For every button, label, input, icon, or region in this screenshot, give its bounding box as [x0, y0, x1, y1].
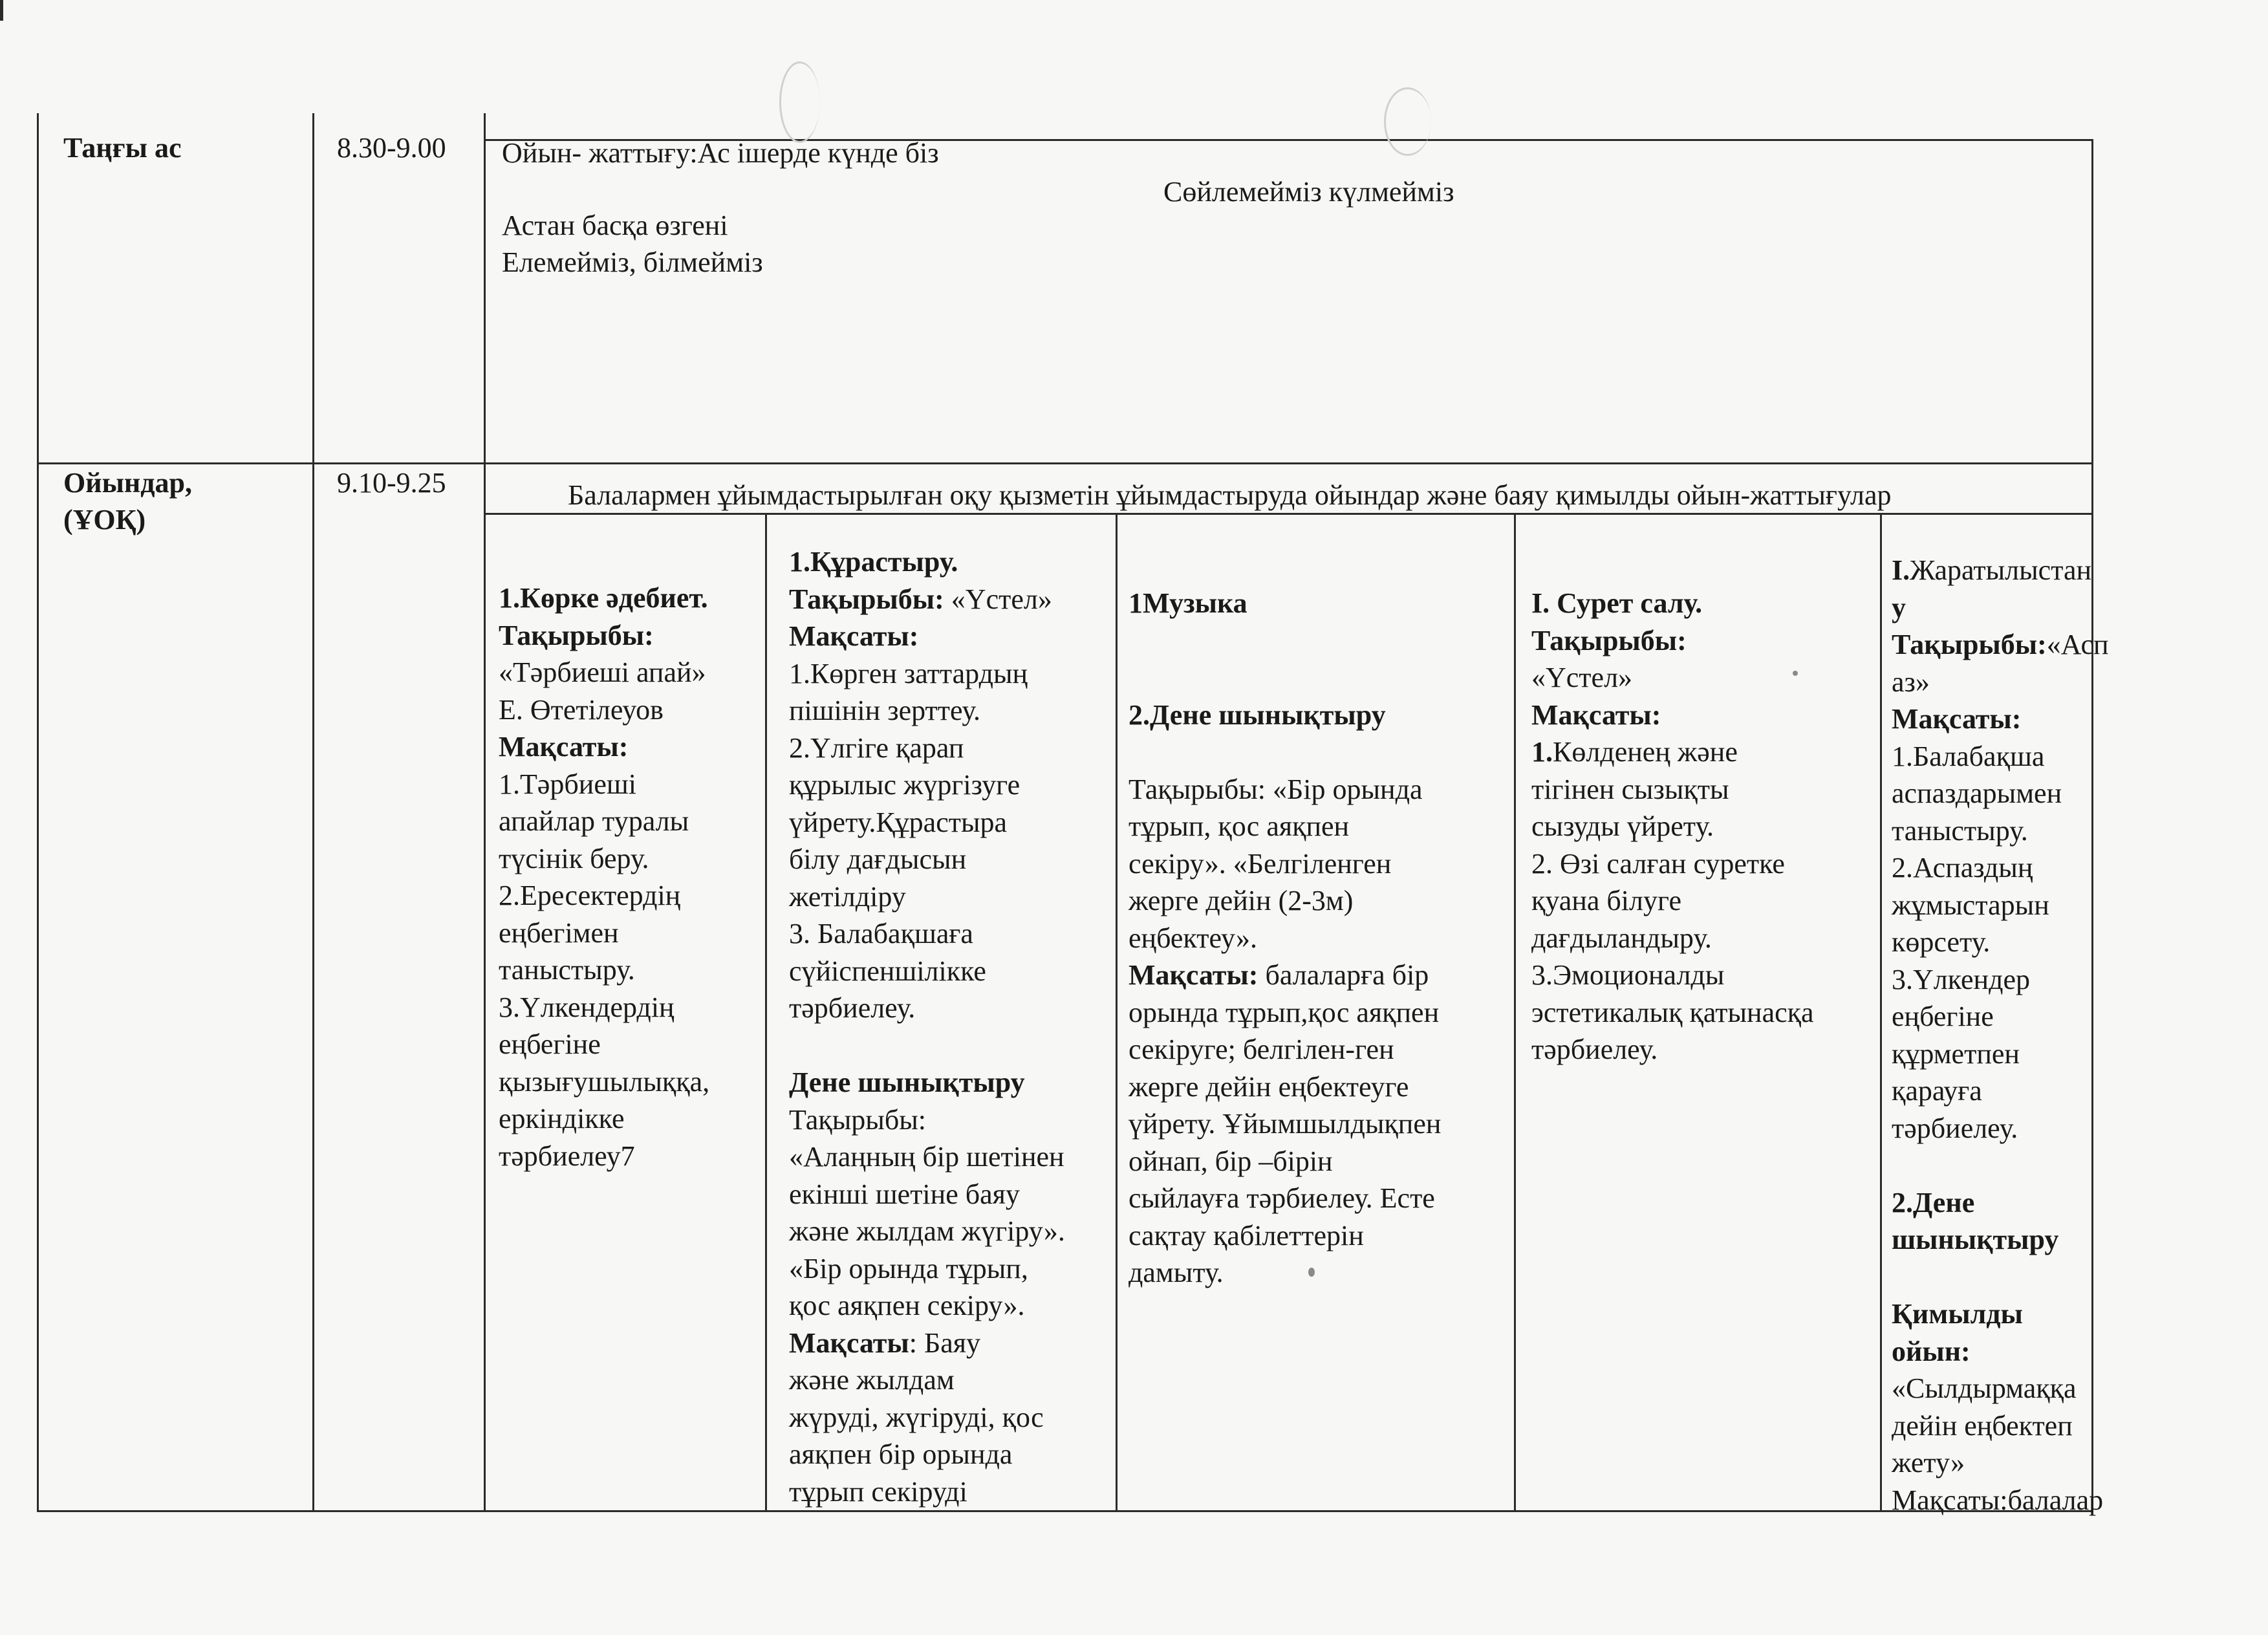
subject-line: тұрып, қос аяқпен	[1129, 810, 1350, 842]
breakfast-time: 8.30-9.00	[337, 132, 446, 164]
subject-line: дағдыландыру.	[1531, 922, 1712, 954]
subject-divider-3	[1514, 513, 1516, 1510]
subject-column-literature	[499, 579, 709, 1175]
subject-line: тәрбиелеу.	[1892, 1112, 2018, 1144]
subject-line: І.Жаратылыстан	[1892, 554, 2092, 586]
subject-line: Тақырыбы: «Бір орында	[1129, 773, 1423, 805]
subject-line: аспаздарымен	[1892, 777, 2062, 809]
subject-line: 2.Дене шынықтыру	[1129, 698, 1386, 731]
subject-line: пішінін зерттеу.	[789, 695, 981, 726]
subject-line: қос аяқпен секіру».	[789, 1290, 1025, 1321]
subject-line: 2.Үлгіге қарап	[789, 731, 964, 764]
subject-line: 2.Дене	[1892, 1186, 1975, 1218]
subject-line: тәрбиелеу.	[1531, 1034, 1658, 1065]
subject-line: жұмыстарын	[1892, 889, 2049, 921]
scan-edge-mark	[0, 0, 3, 21]
subject-line: «Тәрбиеші апай»	[499, 656, 706, 688]
time-column-divider	[312, 113, 314, 1511]
subject-line: еңбектеу».	[1129, 922, 1257, 954]
subject-line: қызығушылыққа,	[499, 1065, 710, 1098]
subject-line: құрметпен	[1892, 1037, 2020, 1070]
subject-line: үйрету. Ұйымшылдықпен	[1129, 1108, 1442, 1140]
subject-line: тұрып секіруді	[789, 1475, 967, 1508]
subject-line: жерге дейін (2-3м)	[1129, 885, 1354, 916]
subject-line: қуана білуге	[1531, 885, 1681, 916]
subject-line: Қимылды	[1892, 1298, 2023, 1330]
games-label-line-1: Ойындар,	[63, 467, 193, 499]
subject-line: шынықтыру	[1892, 1224, 2059, 1255]
subject-line: 1.Құрастыру.	[789, 546, 958, 578]
subject-line: дейін еңбектеп	[1892, 1409, 2073, 1442]
subject-line: аз»	[1892, 666, 1930, 698]
table-left-border	[37, 113, 39, 1511]
breakfast-line-2: Сөйлемейміз күлмейміз	[1163, 176, 1454, 208]
subject-line: 3. Балабақшаға	[789, 918, 973, 949]
subject-line: Тақырыбы: «Үстел»	[789, 583, 1052, 615]
scan-hole-mark-1	[779, 61, 820, 143]
subject-line: жетілдіру	[789, 880, 906, 913]
subject-line: Мақсаты:	[1531, 698, 1661, 731]
subject-line: Мақсаты: балаларға бір	[1129, 959, 1429, 991]
subject-line: және жылдам жүгіру».	[789, 1215, 1065, 1247]
subject-line: тәрбиелеу.	[789, 992, 916, 1024]
subject-line: жету»	[1892, 1447, 1965, 1478]
content-column-left-border	[484, 113, 486, 1511]
subject-line: үйрету.Құрастыра	[789, 806, 1008, 838]
subject-line: апайлар туралы	[499, 805, 689, 837]
subject-line: 1.Көрке әдебиет.	[499, 582, 708, 614]
subject-column-construction	[789, 543, 1065, 1510]
subject-line: сақтау қабілеттерін	[1129, 1219, 1364, 1251]
subject-line	[1892, 1147, 2109, 1184]
subject-line: сүйіспеншілікке	[789, 955, 986, 987]
scan-hole-mark-2	[1384, 87, 1431, 156]
subject-line: Тақырыбы:	[1531, 624, 1687, 656]
subject-line: Дене шынықтыру	[789, 1067, 1025, 1098]
breakfast-label: Таңғы ас	[63, 132, 182, 164]
subject-line	[1129, 622, 1441, 660]
subject-column-nature	[1892, 552, 2109, 1519]
subject-line: Мақсаты: Баяу	[789, 1326, 981, 1359]
subject-divider-4	[1880, 513, 1882, 1510]
table-bottom-border	[37, 1510, 2093, 1512]
subject-line	[1129, 733, 1441, 771]
subject-line: дамыту.	[1129, 1257, 1224, 1288]
subject-line: таныстыру.	[499, 954, 635, 986]
subject-column-drawing	[1531, 585, 1814, 1068]
subject-line: екінші шетіне баяу	[789, 1178, 1020, 1210]
subject-line: 2.Ересектердің	[499, 880, 681, 911]
subject-line: орында тұрып,қос аяқпен	[1129, 996, 1440, 1028]
subject-line: Тақырыбы:«Асп	[1892, 629, 2109, 660]
breakfast-line-1: Ойын- жаттығу:Ас ішерде күнде біз	[502, 137, 939, 169]
subject-line: 3.Үлкендердің	[499, 991, 675, 1023]
subject-line: І. Сурет салу.	[1531, 587, 1703, 619]
subject-line: эстетикалық қатынасқа	[1531, 996, 1814, 1028]
subject-line: Мақсаты:	[499, 731, 629, 763]
subject-divider-1	[765, 513, 767, 1510]
subject-line: еңбегіне	[1892, 1001, 1994, 1032]
breakfast-line-3: Астан басқа өзгені	[502, 210, 728, 241]
subject-line	[1129, 659, 1441, 697]
subject-line: 2. Өзі салған суретке	[1531, 847, 1785, 880]
subject-line: «Алаңның бір шетінен	[789, 1141, 1064, 1173]
subject-line: жүруді, жүгіруді, қос	[789, 1401, 1044, 1433]
subject-line: тәрбиелеу7	[499, 1140, 635, 1172]
subject-line: тігінен сызықты	[1531, 773, 1729, 805]
subject-line: көрсету.	[1892, 926, 1991, 958]
subject-line: аяқпен бір орында	[789, 1438, 1013, 1470]
subject-line: еңбегімен	[499, 916, 619, 949]
subject-line: 1.Балабақша	[1892, 740, 2045, 772]
subject-line: таныстыру.	[1892, 814, 2028, 847]
subject-line	[1892, 1259, 2109, 1296]
subject-line: қарауға	[1892, 1075, 1982, 1107]
subject-line: жерге дейін еңбектеуге	[1129, 1070, 1409, 1103]
games-label-line-2: (ҰОҚ)	[63, 504, 146, 536]
breakfast-line-4: Елемейміз, білмейміз	[502, 246, 763, 278]
games-header: Балалармен ұйымдастырылған оқу қызметін ұйымдастыруда ойындар және баяу қимылды ойын-жаттығулар	[568, 479, 1892, 511]
subject-line: құрылыс жүргізуге	[789, 769, 1021, 801]
subject-line: «Бір орында тұрып,	[789, 1252, 1028, 1284]
subject-line: Е. Өтетілеуов	[499, 693, 664, 726]
subject-line: Мақсаты:	[1892, 703, 2022, 735]
games-time: 9.10-9.25	[337, 467, 446, 499]
subject-line: 1.Тәрбиеші	[499, 768, 636, 800]
subject-line: ойнап, бір –бірін	[1129, 1145, 1333, 1177]
subject-line: 3.Үлкендер	[1892, 963, 2031, 995]
subject-line: Мақсаты:балалар	[1892, 1484, 2104, 1516]
subject-line: Тақырыбы:	[499, 619, 654, 651]
subject-line: Мақсаты:	[789, 620, 919, 652]
subject-line: 3.Эмоционалды	[1531, 959, 1725, 991]
subject-line: еңбегіне	[499, 1028, 601, 1060]
subject-line: «Үстел»	[1531, 662, 1633, 693]
subject-line: ойын:	[1892, 1335, 1971, 1367]
subject-divider-2	[1116, 513, 1118, 1510]
subject-line: секіруге; белгілен-ген	[1129, 1034, 1394, 1065]
subject-line: 2.Аспаздың	[1892, 852, 2033, 883]
subject-line: секіру». «Белгіленген	[1129, 847, 1392, 880]
subject-line: у	[1892, 591, 1906, 623]
subject-line: «Сылдырмаққа	[1892, 1372, 2077, 1404]
subject-line: еркіндікке	[499, 1103, 625, 1134]
subject-line: және жылдам	[789, 1364, 955, 1396]
subject-line: 1Музыка	[1129, 587, 1247, 619]
subject-line: түсінік беру.	[499, 842, 649, 874]
subject-line: сызуды үйрету.	[1531, 810, 1714, 842]
subject-line: білу дағдысын	[789, 843, 967, 875]
subject-column-music	[1129, 585, 1441, 1292]
subject-line: 1.Көрген заттардың	[789, 657, 1028, 689]
subject-line: сыйлауға тәрбиелеу. Есте	[1129, 1182, 1435, 1214]
subject-line	[789, 1027, 1065, 1065]
subject-line: Тақырыбы:	[789, 1103, 926, 1136]
subject-line: 1.Көлденең және	[1531, 736, 1738, 768]
